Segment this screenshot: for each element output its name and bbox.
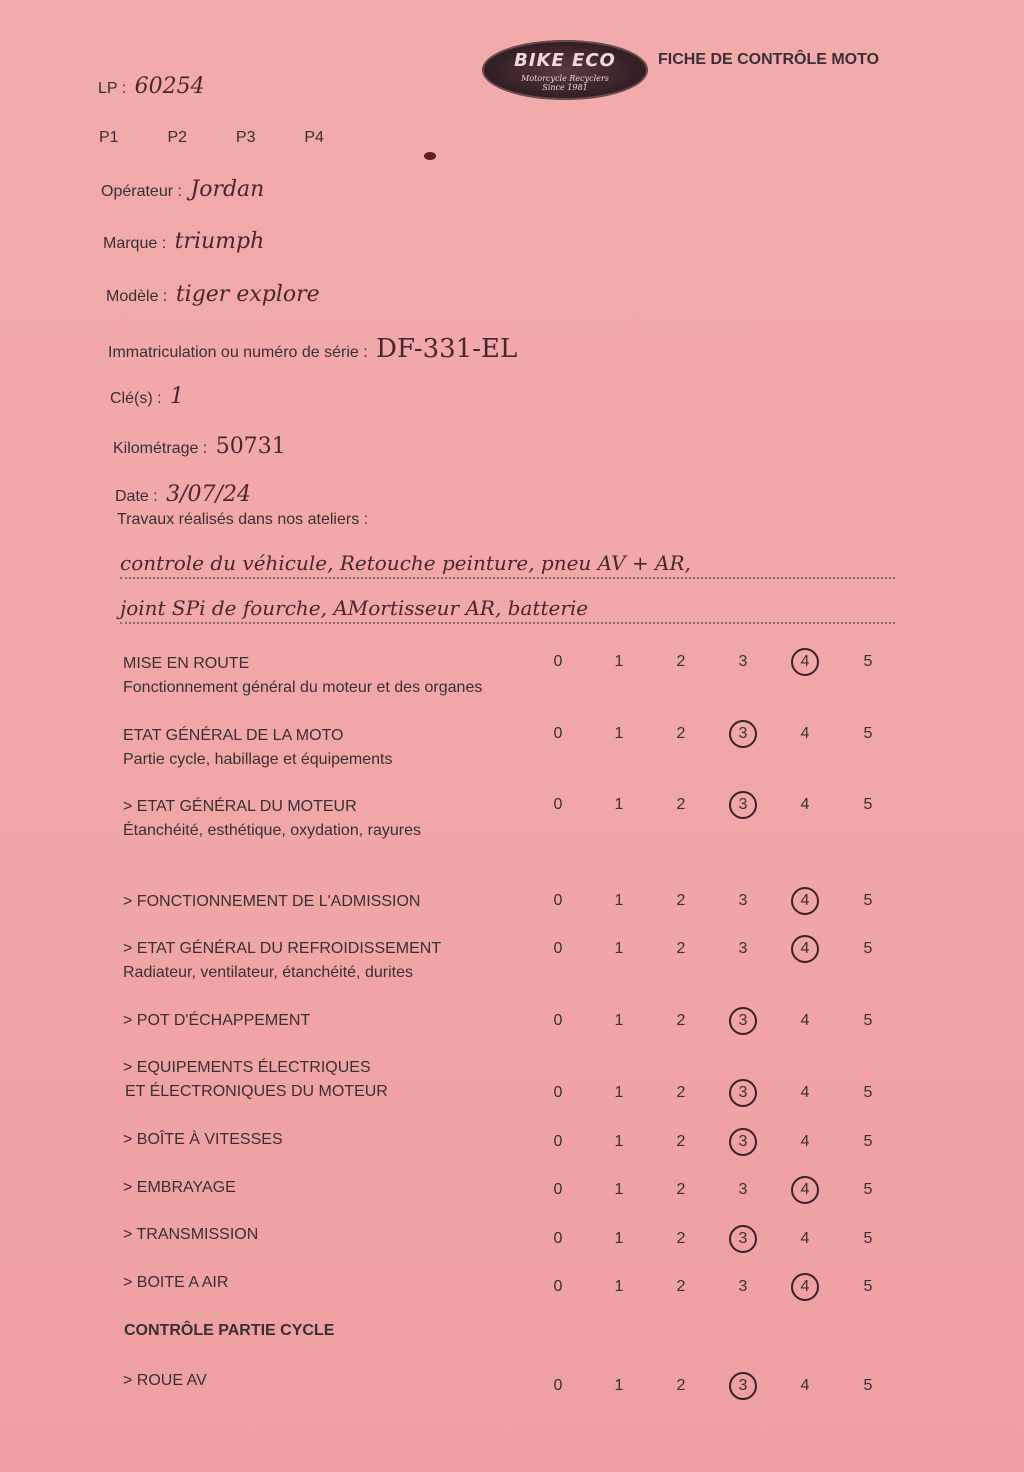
- criterion-title: > FONCTIONNEMENT DE L'ADMISSION: [123, 893, 421, 910]
- bike-eco-logo: [482, 40, 648, 100]
- score-option-3[interactable]: 3: [738, 940, 748, 957]
- cles-field: [110, 384, 184, 409]
- criterion-subtitle: ET ÉLECTRONIQUES DU MOTEUR: [125, 1083, 388, 1100]
- lp-field: [98, 74, 205, 99]
- score-option-1[interactable]: 1: [614, 1084, 624, 1101]
- score-option-3-selected[interactable]: 3: [731, 1374, 755, 1398]
- travaux-line-2: joint SPi de fourche, AMortisseur AR, batterie: [120, 594, 895, 624]
- score-option-3-selected[interactable]: 3: [731, 1009, 755, 1033]
- score-option-5[interactable]: 5: [863, 653, 873, 670]
- logo-main-text: BIKE ECO: [514, 50, 616, 71]
- score-option-2[interactable]: 2: [676, 1084, 686, 1101]
- score-option-1[interactable]: 1: [614, 796, 624, 813]
- operateur-value: Jordan: [190, 177, 265, 202]
- score-option-3[interactable]: 3: [738, 892, 748, 909]
- score-option-5[interactable]: 5: [863, 1012, 873, 1029]
- priority-options: [99, 129, 368, 147]
- date-label: Date :: [115, 488, 158, 505]
- modele-field: [106, 282, 320, 307]
- score-option-5[interactable]: 5: [863, 1133, 873, 1150]
- score-option-5[interactable]: 5: [863, 1084, 873, 1101]
- travaux-line-1: controle du véhicule, Retouche peinture, pneu AV + AR,: [120, 549, 895, 579]
- date-field: [115, 482, 251, 507]
- score-option-3[interactable]: 3: [738, 1181, 748, 1198]
- marque-label: Marque :: [103, 235, 167, 252]
- score-option-2[interactable]: 2: [676, 892, 686, 909]
- score-option-0[interactable]: 0: [553, 892, 563, 909]
- score-option-1[interactable]: 1: [614, 892, 624, 909]
- score-option-2[interactable]: 2: [676, 1377, 686, 1394]
- marque-field: [103, 229, 264, 254]
- ink-dot: [424, 152, 436, 160]
- criterion-title: > BOÎTE À VITESSES: [123, 1131, 283, 1148]
- criterion-title: MISE EN ROUTE: [123, 655, 250, 672]
- score-option-5[interactable]: 5: [863, 796, 873, 813]
- score-option-2[interactable]: 2: [676, 1230, 686, 1247]
- date-value: 3/07/24: [166, 482, 251, 507]
- score-option-4-selected[interactable]: 4: [793, 937, 817, 961]
- score-option-3-selected[interactable]: 3: [731, 1081, 755, 1105]
- travaux-label: Travaux réalisés dans nos ateliers :: [117, 511, 369, 528]
- criterion-title: > POT D'ÉCHAPPEMENT: [123, 1012, 311, 1029]
- criterion-subtitle: Fonctionnement général du moteur et des organes: [123, 679, 483, 696]
- logo-sub-line-2: Since 1981: [542, 83, 588, 92]
- score-option-4-selected[interactable]: 4: [793, 1275, 817, 1299]
- score-option-1[interactable]: 1: [614, 1377, 624, 1394]
- criterion-subtitle: Radiateur, ventilateur, étanchéité, durites: [123, 964, 413, 981]
- lp-value: 60254: [134, 74, 205, 99]
- operateur-field: [101, 177, 264, 202]
- score-option-3-selected[interactable]: 3: [731, 793, 755, 817]
- score-option-0[interactable]: 0: [553, 1230, 563, 1247]
- logo-sub-text: [482, 74, 648, 92]
- score-option-5[interactable]: 5: [863, 940, 873, 957]
- score-option-2[interactable]: 2: [676, 796, 686, 813]
- score-option-2[interactable]: 2: [676, 653, 686, 670]
- kilometrage-field: [113, 434, 286, 459]
- score-option-5[interactable]: 5: [863, 892, 873, 909]
- score-option-5[interactable]: 5: [863, 725, 873, 742]
- criterion-subtitle: Partie cycle, habillage et équipements: [123, 751, 393, 768]
- score-option-5[interactable]: 5: [863, 1278, 873, 1295]
- score-option-4-selected[interactable]: 4: [793, 889, 817, 913]
- modele-label: Modèle :: [106, 288, 168, 305]
- score-option-0[interactable]: 0: [553, 1377, 563, 1394]
- score-option-4-selected[interactable]: 4: [793, 650, 817, 674]
- score-option-4[interactable]: 4: [800, 1012, 810, 1029]
- priority-option-p3[interactable]: P3: [235, 129, 256, 146]
- criterion-title: > BOITE A AIR: [123, 1274, 229, 1291]
- score-option-0[interactable]: 0: [553, 725, 563, 742]
- cles-label: Clé(s) :: [110, 390, 162, 407]
- score-option-1[interactable]: 1: [614, 1012, 624, 1029]
- priority-option-p4[interactable]: P4: [304, 129, 324, 146]
- score-option-1[interactable]: 1: [614, 653, 624, 670]
- score-option-4[interactable]: 4: [800, 796, 810, 813]
- score-option-0[interactable]: 0: [553, 1133, 563, 1150]
- criterion-title: > ROUE AV: [123, 1372, 207, 1389]
- immatriculation-label: Immatriculation ou numéro de série :: [108, 344, 368, 361]
- score-option-1[interactable]: 1: [614, 1181, 624, 1198]
- score-option-3[interactable]: 3: [738, 653, 748, 670]
- score-option-2[interactable]: 2: [676, 1133, 686, 1150]
- cles-value: 1: [170, 384, 185, 409]
- score-option-2[interactable]: 2: [676, 725, 686, 742]
- score-option-3-selected[interactable]: 3: [731, 1227, 755, 1251]
- criterion-title: > TRANSMISSION: [123, 1226, 259, 1243]
- score-option-2[interactable]: 2: [676, 940, 686, 957]
- score-option-5[interactable]: 5: [863, 1181, 873, 1198]
- score-option-4[interactable]: 4: [800, 1377, 810, 1394]
- score-option-0[interactable]: 0: [553, 653, 563, 670]
- immatriculation-field: [108, 334, 517, 364]
- score-option-1[interactable]: 1: [614, 1230, 624, 1247]
- criterion-title: > ETAT GÉNÉRAL DU MOTEUR: [123, 798, 357, 815]
- operateur-label: Opérateur :: [101, 183, 182, 200]
- priority-option-p2[interactable]: P2: [167, 129, 188, 146]
- score-option-3-selected[interactable]: 3: [731, 722, 755, 746]
- criterion-title: ETAT GÉNÉRAL DE LA MOTO: [123, 727, 344, 744]
- score-option-1[interactable]: 1: [614, 725, 624, 742]
- score-option-4-selected[interactable]: 4: [793, 1178, 817, 1202]
- score-option-4[interactable]: 4: [800, 1230, 810, 1247]
- score-option-3-selected[interactable]: 3: [731, 1130, 755, 1154]
- score-option-4[interactable]: 4: [800, 1084, 810, 1101]
- score-option-3[interactable]: 3: [738, 1278, 748, 1295]
- score-option-1[interactable]: 1: [614, 1133, 624, 1150]
- kilometrage-label: Kilométrage :: [113, 440, 208, 457]
- modele-value: tiger explore: [175, 282, 320, 307]
- lp-label: LP :: [98, 80, 127, 97]
- document-title: FICHE DE CONTRÔLE MOTO: [658, 51, 880, 68]
- score-option-0[interactable]: 0: [553, 796, 563, 813]
- logo-sub-line-1: Motorcycle Recyclers: [521, 74, 609, 83]
- score-option-1[interactable]: 1: [614, 940, 624, 957]
- score-option-2[interactable]: 2: [676, 1012, 686, 1029]
- immatriculation-value: DF-331-EL: [376, 334, 518, 364]
- section-partie-cycle-title: CONTRÔLE PARTIE CYCLE: [124, 1322, 335, 1339]
- score-option-0[interactable]: 0: [553, 940, 563, 957]
- priority-option-p1[interactable]: P1: [99, 129, 119, 146]
- criterion-title: > ETAT GÉNÉRAL DU REFROIDISSEMENT: [123, 940, 442, 957]
- score-option-4[interactable]: 4: [800, 725, 810, 742]
- criterion-title: > EMBRAYAGE: [123, 1179, 236, 1196]
- criterion-title: > EQUIPEMENTS ÉLECTRIQUES: [123, 1059, 371, 1076]
- criterion-subtitle: Étanchéité, esthétique, oxydation, rayures: [123, 822, 421, 839]
- score-option-5[interactable]: 5: [863, 1230, 873, 1247]
- kilometrage-value: 50731: [215, 434, 286, 459]
- score-option-5[interactable]: 5: [863, 1377, 873, 1394]
- score-option-2[interactable]: 2: [676, 1181, 686, 1198]
- score-option-0[interactable]: 0: [553, 1084, 563, 1101]
- marque-value: triumph: [174, 229, 265, 254]
- score-option-0[interactable]: 0: [553, 1012, 563, 1029]
- score-option-0[interactable]: 0: [553, 1278, 563, 1295]
- score-option-1[interactable]: 1: [614, 1278, 624, 1295]
- score-option-0[interactable]: 0: [553, 1181, 563, 1198]
- score-option-4[interactable]: 4: [800, 1133, 810, 1150]
- score-option-2[interactable]: 2: [676, 1278, 686, 1295]
